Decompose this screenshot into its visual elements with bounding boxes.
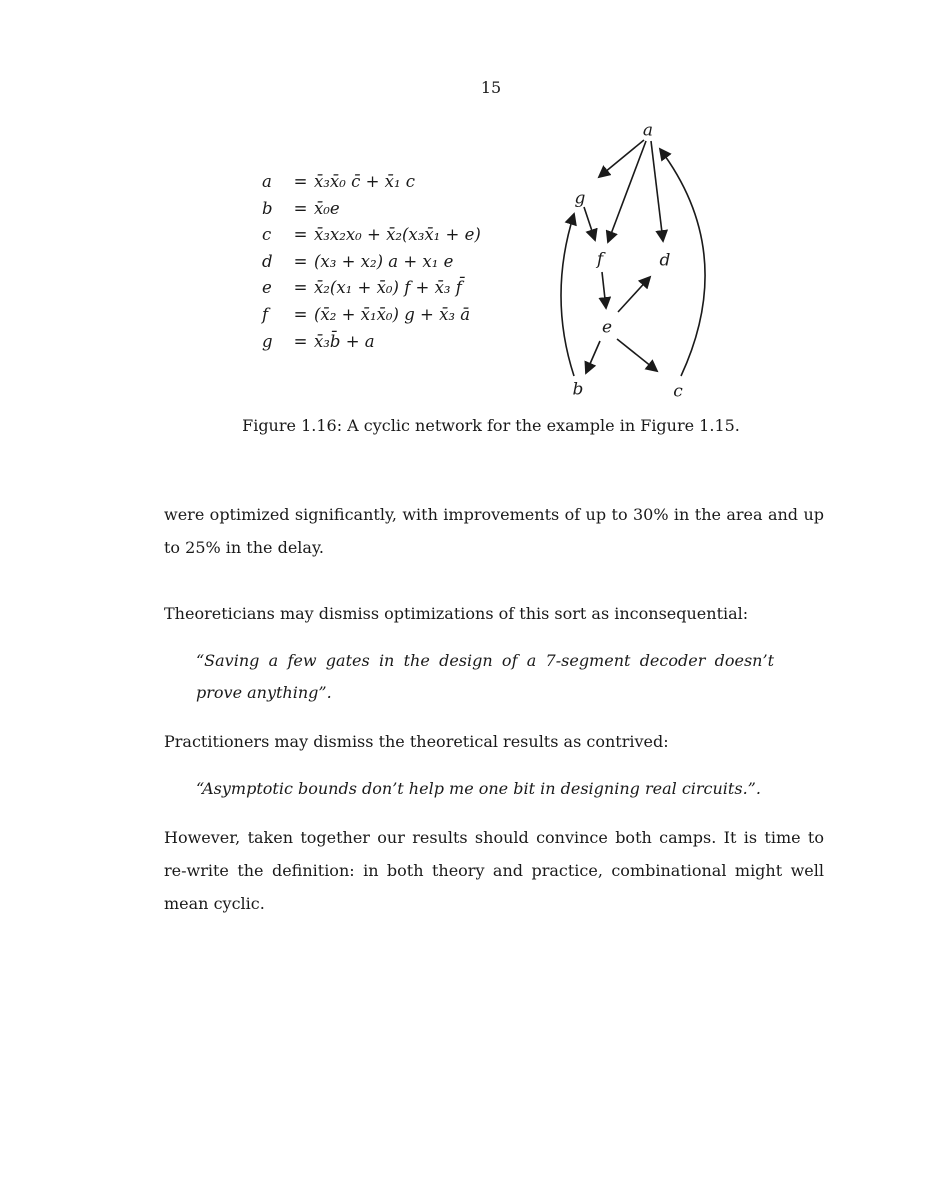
equation-row-a xyxy=(262,172,481,199)
graph-node-f: f xyxy=(596,249,604,270)
equals-sign: = xyxy=(293,251,308,271)
equation-block xyxy=(262,172,481,358)
page-number: 15 xyxy=(480,78,502,97)
equation-row-d xyxy=(262,252,481,279)
cyclic-network-diagram xyxy=(540,108,740,408)
equation-rhs: x̄₃x₂x₀ + x̄₂(x₃x̄₁ + e) xyxy=(314,225,481,245)
equation-lhs: f xyxy=(262,304,269,324)
graph-edge-f-e xyxy=(602,272,606,308)
equation-lhs: e xyxy=(262,278,272,298)
equation-rhs: (x̄₂ + x̄₁x̄₀) g + x̄₃ ā xyxy=(314,304,471,324)
graph-edge-g-f xyxy=(584,207,595,240)
equation-lhs: g xyxy=(262,331,273,351)
equation-row-e xyxy=(262,278,481,305)
graph-node-c: c xyxy=(673,381,683,402)
graph-edge-e-c xyxy=(617,339,657,371)
graph-edge-e-d xyxy=(618,277,650,312)
figure-caption: Figure 1.16: A cyclic network for the example in Figure 1.15. xyxy=(242,416,740,435)
equation-lhs: c xyxy=(262,225,272,245)
graph-node-e: e xyxy=(601,317,613,338)
equation-lhs: d xyxy=(262,251,273,271)
graph-edge-a-g xyxy=(599,140,644,177)
equation-rhs: x̄₃x̄₀ c̄ + x̄₁ c xyxy=(314,172,416,191)
equation-rhs: (x₃ + x₂) a + x₁ e xyxy=(314,251,454,271)
equation-rhs: x̄₂(x₁ + x̄₀) f + x̄₃ f̄ xyxy=(314,278,462,298)
graph-edge-b-g xyxy=(561,214,574,376)
equals-sign: = xyxy=(293,278,308,298)
graph-edge-a-d xyxy=(651,141,663,241)
graph-node-a: a xyxy=(642,120,654,141)
equals-sign: = xyxy=(293,198,308,218)
equals-sign: = xyxy=(293,331,308,351)
equation-rhs: x̄₀e xyxy=(314,198,340,218)
paragraph-conclusion: However, taken together our results should convince both camps. It is time to re-write the definition: in both theory and practice, combinational might well mean cyclic. xyxy=(164,828,824,913)
equation-row-g xyxy=(262,332,481,359)
equation-lhs: a xyxy=(262,172,272,191)
equation-row-f xyxy=(262,305,481,332)
paragraph-practitioners: Practitioners may dismiss the theoretical results as contrived: xyxy=(164,732,669,751)
equation-rhs: x̄₃b̄ + a xyxy=(314,331,375,351)
quote-asymptotic-bounds: “Asymptotic bounds don’t help me one bit in designing real circuits.”. xyxy=(196,779,761,798)
paragraph-optimized: were optimized significantly, with improvements of up to 30% in the area and up to 25% in the delay. xyxy=(164,505,824,557)
equation-lhs: b xyxy=(262,198,273,218)
graph-edge-a-f xyxy=(608,141,646,242)
quote-saving-gates: “Saving a few gates in the design of a 7-segment decoder doesn’t prove anything”. xyxy=(196,651,774,702)
equation-row-b xyxy=(262,199,481,226)
graph-edge-e-b xyxy=(586,341,600,373)
equals-sign: = xyxy=(293,225,308,245)
graph-node-b: b xyxy=(572,379,584,400)
graph-node-d: d xyxy=(659,250,671,271)
cyclic-network-svg xyxy=(540,108,740,408)
equation-row-c xyxy=(262,225,481,252)
paragraph-theoreticians: Theoreticians may dismiss optimizations of this sort as inconsequential: xyxy=(164,604,749,623)
graph-node-g: g xyxy=(574,188,586,209)
equals-sign: = xyxy=(293,304,308,324)
equals-sign: = xyxy=(293,172,308,191)
figure-1-16 xyxy=(164,108,818,448)
